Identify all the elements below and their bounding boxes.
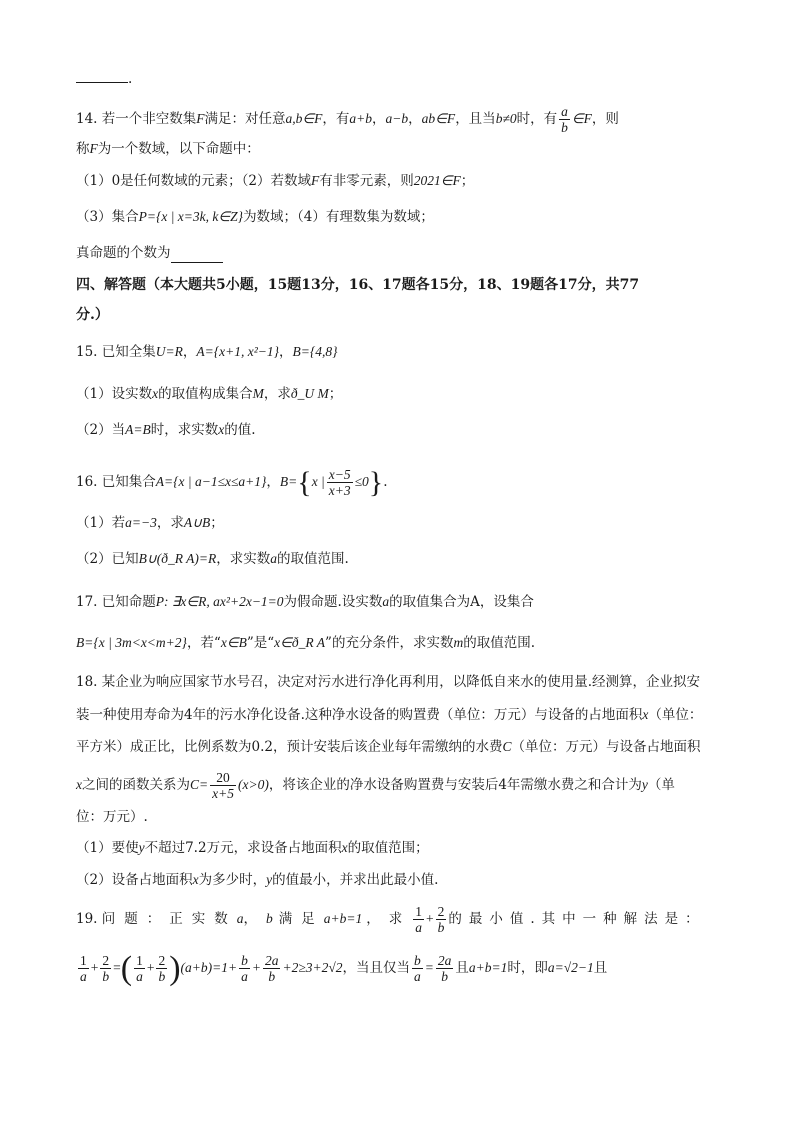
numerator: 2a (437, 953, 452, 968)
math: x (642, 707, 649, 722)
text: 称 (76, 141, 90, 157)
q19-line-2 (76, 949, 608, 987)
math: + (90, 960, 99, 975)
math: b (266, 911, 273, 926)
text: ，则 (591, 111, 619, 127)
numerator: 1 (80, 953, 87, 968)
text: 为假命题.设实数 (283, 594, 383, 610)
math: m (453, 635, 464, 650)
text: （1）0是任何数域的元素；（2）若数域 (76, 173, 312, 189)
math: x∈B (220, 635, 247, 650)
section-heading: 四、解答题（本大题共5小题，15题13分，16、17题各15分，18、19题各17分，共77 (76, 277, 640, 293)
math: a+b=1 (323, 911, 363, 926)
math: C= (190, 777, 209, 792)
text: 平方米）成正比，比例系数为0.2，预计安装后该企业每年需缴纳的水费 (76, 739, 503, 755)
text: 装一种使用寿命为4年的污水净化设备.这种净水设备的购置费（单位：万元）与设备的占地面积 (76, 707, 643, 723)
numerator: 1 (415, 904, 423, 919)
math: B∪(ð_R A)=R (138, 551, 217, 566)
q17-line-2 (76, 634, 535, 652)
denominator: b (437, 920, 445, 935)
fraction (436, 953, 454, 984)
math: A∪B (183, 515, 211, 530)
text: （1）设实数 (76, 386, 153, 402)
math: ≤0 (354, 474, 369, 489)
text: ，求 (156, 515, 184, 531)
numerator: x−5 (328, 467, 351, 482)
text: ，求实数 (216, 551, 271, 567)
math: a,b∈F (285, 111, 323, 126)
q18-line-1: 18. 某企业为响应国家节水号召，决定对污水进行净化再利用，以降低自来水的使用量.经测算，企业拟安 (76, 674, 701, 690)
math: x (192, 872, 199, 887)
math: = (113, 960, 121, 975)
right-paren: ) (169, 949, 181, 987)
numerator: a (561, 104, 568, 119)
text: ， (243, 911, 267, 927)
math: F (311, 173, 320, 188)
q16-line-1 (76, 467, 388, 498)
math: b≠0 (495, 111, 517, 126)
math: A=B (125, 422, 151, 437)
math: a (382, 594, 390, 609)
math: x | (311, 474, 325, 489)
math: ∈F (571, 111, 592, 126)
text: （3）集合 (76, 209, 139, 225)
text: 且 (593, 960, 608, 976)
text: 为一个数域，以下命题中： (97, 141, 260, 157)
text: ”是“ (246, 635, 275, 651)
text: ， (266, 474, 280, 490)
section-heading-cont: 分.） (76, 307, 109, 323)
q15-line-3 (76, 421, 256, 439)
question-number: 14. (76, 111, 98, 127)
denominator: a (241, 969, 248, 984)
q19-line-1 (76, 904, 706, 935)
q16-line-3 (76, 550, 349, 568)
math: a (236, 911, 244, 926)
numerator: b (241, 953, 248, 968)
math: y (266, 872, 273, 887)
math: y (138, 840, 145, 855)
q18-line-6 (76, 839, 429, 857)
q18-line-2 (76, 706, 702, 724)
q15-line-2 (76, 385, 342, 403)
text: 的值最小，并求出此最小值. (272, 872, 439, 888)
denominator: b (561, 120, 568, 135)
text: ， (372, 111, 386, 127)
math: a−b (385, 111, 409, 126)
denominator: x+3 (328, 483, 351, 498)
text: ； (460, 173, 475, 189)
text: 的取值范围. (276, 551, 349, 567)
text: 若一个非空数集 (101, 111, 197, 127)
numerator: 20 (210, 770, 236, 786)
text: ，求 (263, 386, 291, 402)
text: 有非零元素，则 (319, 173, 414, 189)
text: 已知全集 (101, 344, 156, 360)
numerator: 1 (136, 953, 143, 968)
q14-line-1 (76, 104, 619, 135)
denominator: b (158, 969, 166, 984)
numerator: 2 (102, 953, 110, 968)
fraction (100, 953, 111, 984)
fraction (210, 770, 236, 801)
denominator: a (415, 920, 423, 935)
text: 且 (455, 960, 469, 976)
math: F (89, 141, 98, 156)
math: C (502, 739, 512, 754)
math: P: ∃x∈R, ax²+2x−1=0 (155, 594, 284, 609)
text: ， (408, 111, 422, 127)
math: ð_U M (290, 386, 329, 401)
fraction (413, 904, 424, 935)
math: x (341, 840, 348, 855)
text: 的最小值.其中一种解法是： (448, 911, 706, 927)
denominator: x+5 (212, 786, 234, 801)
period: . (128, 71, 133, 87)
question-number: 17. (76, 594, 98, 610)
math: U=R (155, 344, 183, 359)
math: + (251, 960, 261, 975)
text: 的取值集合为A，设集合 (389, 594, 534, 610)
math: M (252, 386, 264, 401)
text: （2）当 (76, 422, 126, 438)
math: a+b=1 (468, 960, 508, 975)
q14-line-3 (76, 172, 474, 190)
denominator: a (136, 969, 143, 984)
text: ，求 (366, 911, 412, 927)
denominator: b (441, 969, 449, 984)
math: x (218, 422, 225, 437)
text: 时，求实数 (150, 422, 219, 438)
math: x (152, 386, 159, 401)
math: A={x | a−1≤x≤a+1} (155, 474, 267, 489)
math: y (641, 777, 648, 792)
text: ， (279, 344, 293, 360)
denominator: b (268, 969, 276, 984)
text: 已知集合 (101, 474, 156, 490)
math: = (424, 960, 434, 975)
answer-blank (171, 244, 223, 263)
text: . (383, 474, 388, 490)
text: 已知命题 (101, 594, 156, 610)
q14-line-2 (76, 140, 260, 158)
numerator: 2 (158, 953, 166, 968)
math: ab∈F (421, 111, 456, 126)
text: 满足 (278, 911, 324, 927)
text: （单位：万元）与设备占地面积 (511, 739, 701, 755)
text: 为数域；（4）有理数集为数域； (243, 209, 434, 225)
right-brace: } (368, 465, 384, 499)
fraction (559, 104, 570, 135)
fraction (78, 953, 89, 984)
fraction (156, 953, 167, 984)
math: x (76, 777, 82, 792)
text: 时，即 (507, 960, 548, 976)
text: 的值. (224, 422, 256, 438)
text: 不超过7.2万元，求设备占地面积 (144, 840, 342, 856)
question-number: 16. (76, 474, 98, 490)
text: 真命题的个数为 (76, 245, 171, 261)
text: ； (210, 515, 224, 531)
text: 为多少时， (198, 872, 267, 888)
q14-line-4 (76, 208, 434, 226)
text: ，且当 (455, 111, 496, 127)
text: （单 (647, 777, 675, 793)
question-number: 15. (76, 344, 98, 360)
math: a=−3 (125, 515, 157, 530)
fraction (412, 953, 423, 984)
question-number: 19. (76, 911, 98, 927)
math: F (196, 111, 205, 126)
math: (a+b)=1+ (180, 960, 238, 975)
text: （1）若 (76, 515, 126, 531)
left-brace: { (297, 465, 312, 499)
math: B= (279, 474, 298, 489)
math: a+b (349, 111, 373, 126)
fraction (327, 467, 353, 498)
math: +2≥3+2√2 (282, 960, 343, 975)
math: + (426, 911, 434, 926)
fraction (239, 953, 250, 984)
text: （2）已知 (76, 551, 139, 567)
text: （2）设备占地面积 (76, 872, 193, 888)
text: 问题：正实数 (101, 911, 237, 927)
fraction (263, 953, 281, 984)
q14-line-5 (76, 244, 223, 263)
text: 之间的函数关系为 (82, 777, 190, 793)
math: a=√2−1 (547, 960, 594, 975)
text: 的取值范围. (463, 635, 535, 651)
text: ； (328, 386, 343, 402)
text: ”的充分条件，求实数 (325, 635, 454, 651)
text: ， (182, 344, 197, 360)
q18-line-7 (76, 871, 438, 889)
numerator: 2a (264, 953, 279, 968)
math: x∈ð_R A (274, 635, 326, 650)
numerator: b (414, 953, 421, 968)
text: ，将该企业的净水设备购置费与安装后4年需缴水费之和合计为 (268, 777, 642, 793)
fraction (134, 953, 145, 984)
text: ，当且仅当 (342, 960, 411, 976)
text: 满足：对任意 (204, 111, 286, 127)
text: （1）要使 (76, 840, 139, 856)
math: a (270, 551, 277, 566)
q17-line-1 (76, 593, 534, 611)
q18-line-3 (76, 738, 700, 756)
text: 时，有 (516, 111, 558, 127)
denominator: a (80, 969, 87, 984)
q18-line-5: 位：万元）. (76, 809, 148, 825)
q15-line-1 (76, 343, 338, 361)
text: 的取值构成集合 (158, 386, 253, 402)
text: （单位： (648, 707, 703, 723)
text: ，若“ (186, 635, 221, 651)
answer-blank (76, 82, 128, 83)
left-paren: ( (120, 949, 133, 987)
math: 2021∈F (413, 173, 461, 188)
math: (x>0) (237, 777, 269, 792)
math: P={x | x=3k, k∈Z} (138, 209, 244, 224)
text: ，有 (322, 111, 350, 127)
text: 的取值范围； (347, 840, 429, 856)
math: A={x+1, x²−1} (196, 344, 280, 359)
math: + (146, 960, 155, 975)
denominator: a (414, 969, 421, 984)
fraction (436, 904, 447, 935)
denominator: b (102, 969, 110, 984)
prev-answer-blank-line (76, 70, 132, 88)
math: B={4,8} (292, 344, 338, 359)
math: B={x | 3m<x<m+2} (76, 635, 187, 650)
q16-line-2 (76, 514, 224, 532)
numerator: 2 (437, 904, 445, 919)
q18-line-4 (76, 770, 675, 801)
